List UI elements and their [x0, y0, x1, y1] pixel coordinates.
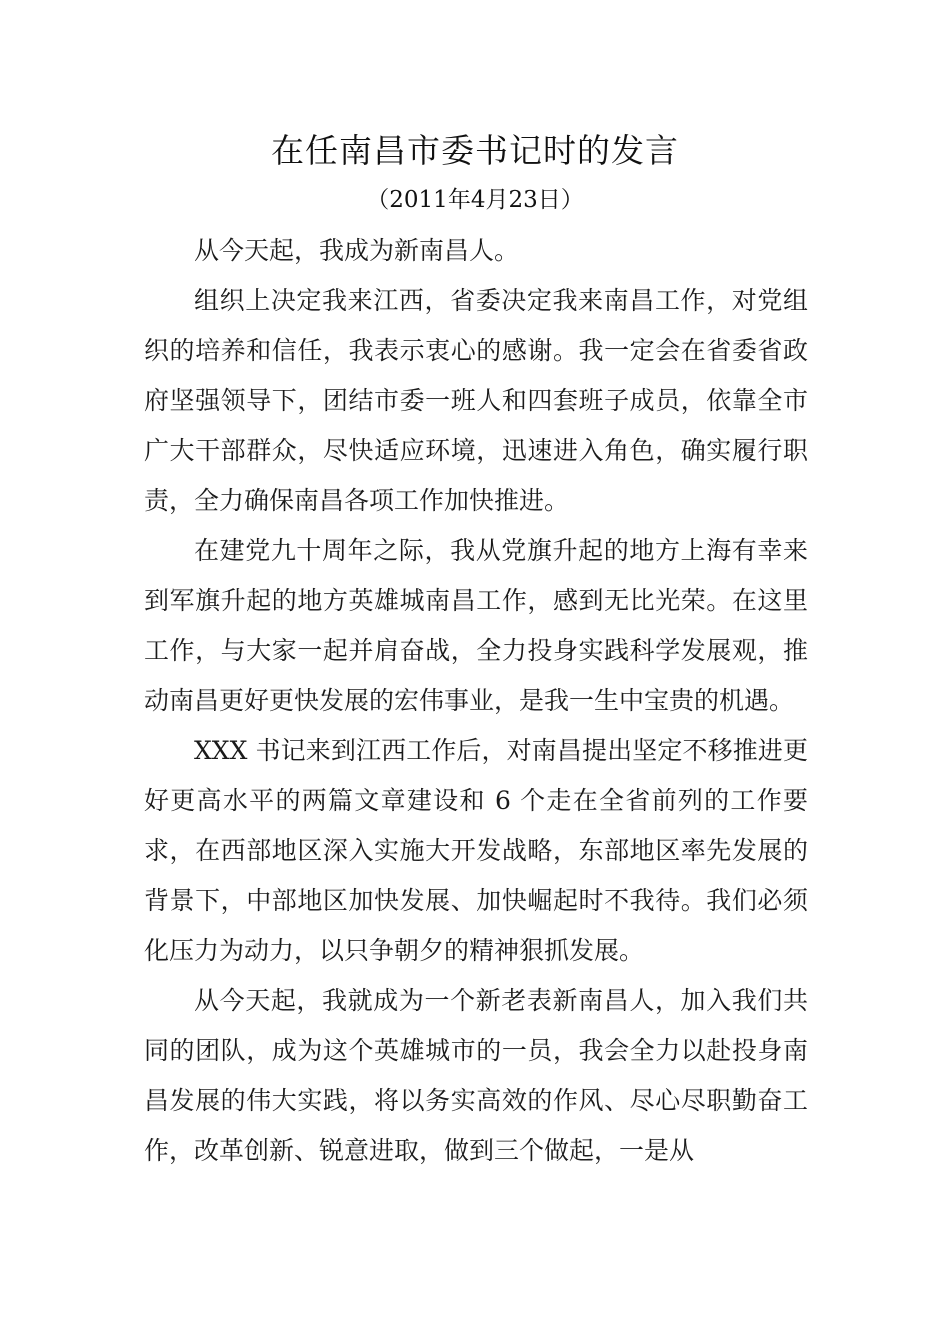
paragraph-1: 从今天起，我成为新南昌人。 [194, 236, 520, 265]
document-date [0, 182, 950, 218]
date-day: 23 [508, 187, 538, 213]
date-month-unit: 月 [485, 187, 509, 213]
paragraph-5: 从今天起，我就成为一个新老表新南昌人，加入我们共同的团队，成为这个英雄城市的一员，我会全力以赴投身南昌发展的伟大实践，将以务实高效的作风、尽心尽职勤奋工作，改革创新、锐意进取，做到三个做起，一是从 [144, 986, 808, 1165]
document-title: 在任南昌市委书记时的发言 [271, 131, 679, 170]
paragraph-4-lead: XXX [194, 736, 248, 765]
paragraph-4-part2: 个走在全省前列的工作要求，在西部地区深入实施大开发战略，东部地区率先发展的背景下，中部地区加快发展、加快崛起时不我待。我们必须化压力为动力，以只争朝夕的精神狠抓发展。 [144, 786, 809, 965]
date-year: 2011 [389, 187, 448, 213]
paragraph-3: 在建党九十周年之际，我从党旗升起的地方上海有幸来到军旗升起的地方英雄城南昌工作，感到无比光荣。在这里工作，与大家一起并肩奋战，全力投身实践科学发展观，推动南昌更好更快发展的宏伟事业，是我一生中宝贵的机遇。 [144, 536, 808, 715]
paragraph-4-part1: 书记来到江西工作后，对南昌提出坚定不移推进更好更高水平的两篇文章建设和 [144, 736, 808, 815]
date-day-unit: 日 [537, 187, 561, 213]
date-year-unit: 年 [447, 187, 471, 213]
paragraph-4-number: 6 [494, 786, 511, 815]
paragraph-2: 组织上决定我来江西，省委决定我来南昌工作，对党组织的培养和信任，我表示衷心的感谢。我一定会在省委省政府坚强领导下，团结市委一班人和四套班子成员，依靠全市广大干部群众，尽快适应环境，迅速进入角色，确实履行职责，全力确保南昌各项工作加快推进。 [144, 286, 808, 515]
date-open-paren: （ [366, 187, 390, 213]
date-month: 4 [470, 187, 486, 213]
date-close-paren: ） [560, 187, 584, 213]
paragraph-4 [144, 726, 808, 976]
document-body [144, 226, 808, 1176]
